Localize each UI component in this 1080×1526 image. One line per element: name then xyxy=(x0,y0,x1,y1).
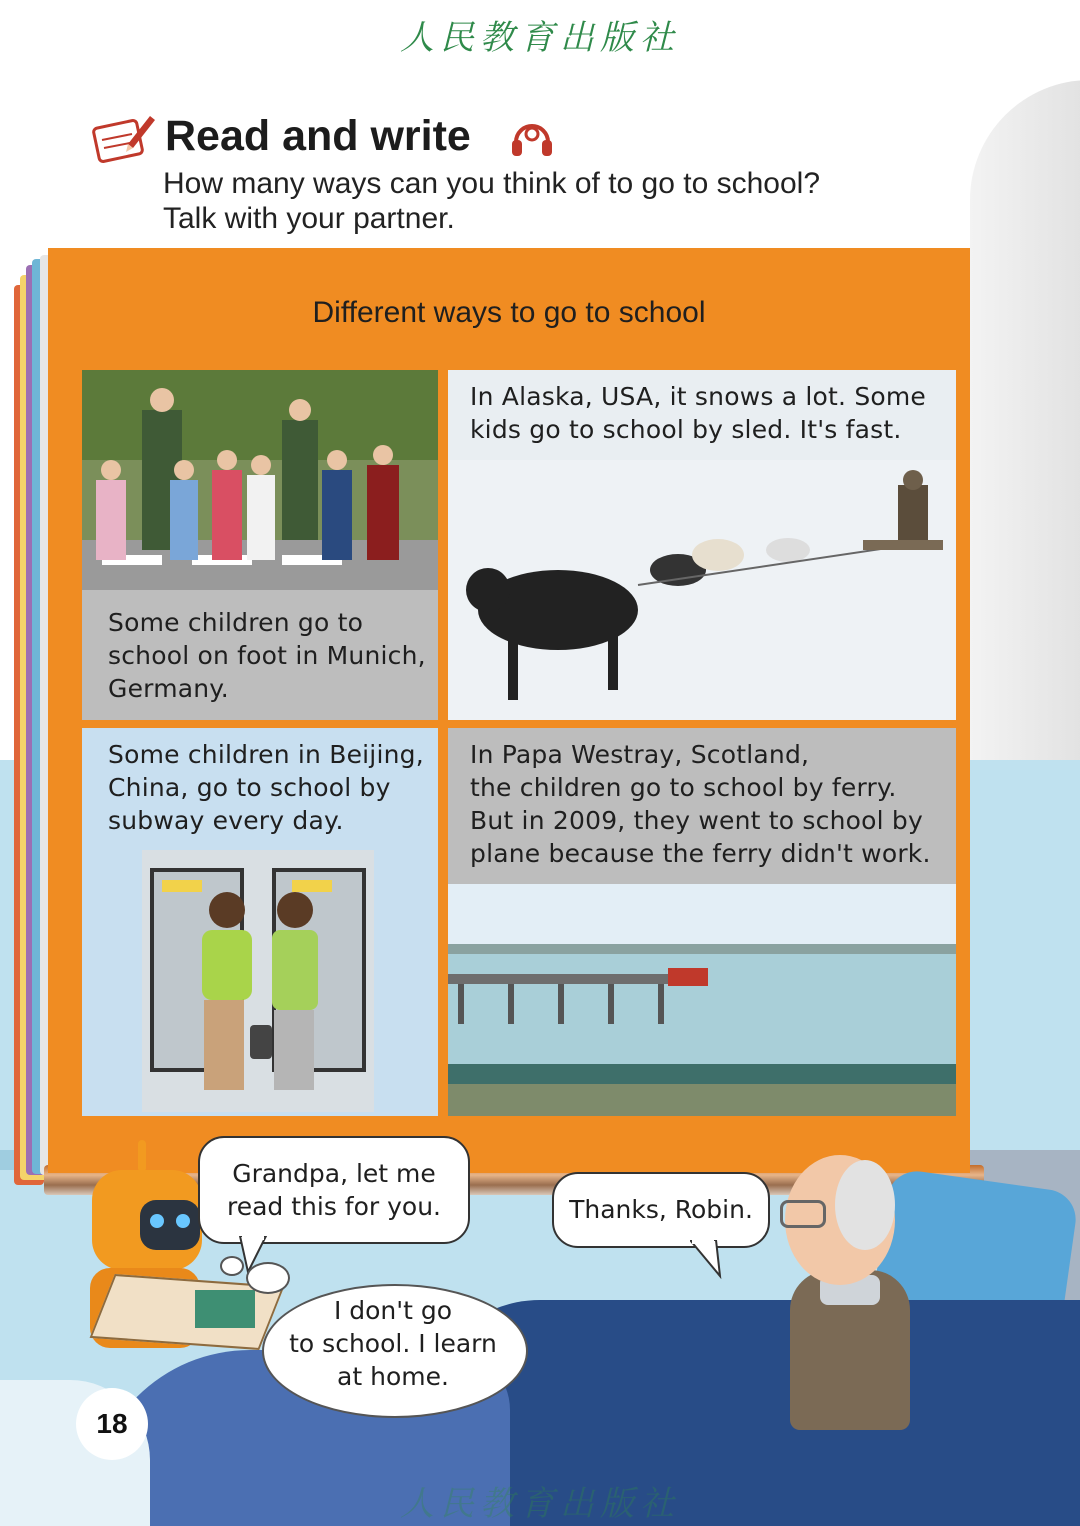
page-number: 18 xyxy=(76,1388,148,1460)
cell-scotland xyxy=(448,728,956,1116)
thought-bubble-small xyxy=(220,1256,244,1276)
robot-eye-left xyxy=(150,1214,164,1228)
alaska-line-2: kids go to school by sled. It's fast. xyxy=(470,415,902,444)
photo-dog-sled xyxy=(448,460,956,720)
pencil-book-icon xyxy=(92,110,156,164)
munich-line-3: Germany. xyxy=(108,674,229,703)
cell-beijing xyxy=(82,728,438,1116)
photo-children-walking xyxy=(82,370,438,590)
speech-bubble-grandpa xyxy=(552,1172,770,1248)
grandpa-hair xyxy=(835,1160,895,1250)
cell-munich xyxy=(82,370,438,720)
alaska-line-1: In Alaska, USA, it snows a lot. Some xyxy=(470,382,927,411)
panel-title: Different ways to go to school xyxy=(312,296,706,329)
page-title: Read and write xyxy=(165,112,471,160)
scotland-line-2: the children go to school by ferry. xyxy=(470,773,897,802)
scotland-line-4: plane because the ferry didn't work. xyxy=(470,839,931,868)
beijing-line-1: Some children in Beijing, xyxy=(108,740,424,769)
instruction-line-2: Talk with your partner. xyxy=(163,202,455,235)
glasses-icon xyxy=(780,1200,826,1228)
beijing-line-3: subway every day. xyxy=(108,806,344,835)
photo-subway-boys xyxy=(142,850,374,1112)
photo-pier-ferry xyxy=(448,884,956,1116)
robin-line-2: read this for you. xyxy=(226,1192,441,1221)
book-map-illustration xyxy=(195,1290,255,1328)
scotland-line-1: In Papa Westray, Scotland, xyxy=(470,740,810,769)
scotland-line-3: But in 2009, they went to school by xyxy=(470,806,923,835)
robot-eye-right xyxy=(176,1214,190,1228)
publisher-logo: 人民教育出版社 xyxy=(400,18,680,58)
instruction-line-1: How many ways can you think of to go to school? xyxy=(163,167,821,200)
speech-tail-grandpa xyxy=(690,1240,730,1280)
content-panel xyxy=(48,248,970,1173)
headphone-audio-icon[interactable] xyxy=(508,114,556,162)
thought-line-2: to school. I learn xyxy=(289,1329,497,1358)
thought-line-3: at home. xyxy=(337,1362,449,1391)
munich-caption xyxy=(108,606,426,705)
munich-line-2: school on foot in Munich, xyxy=(108,641,426,670)
thought-text xyxy=(262,1294,524,1393)
beijing-line-2: China, go to school by xyxy=(108,773,391,802)
grandpa-line: Thanks, Robin. xyxy=(569,1195,753,1224)
alaska-caption xyxy=(470,380,926,446)
speech-bubble-robin xyxy=(198,1136,470,1244)
robin-line-1: Grandpa, let me xyxy=(232,1159,436,1188)
scotland-caption xyxy=(470,738,931,870)
robot-face xyxy=(140,1200,200,1250)
munich-line-1: Some children go to xyxy=(108,608,364,637)
publisher-watermark: 人民教育出版社 xyxy=(400,1484,680,1524)
beijing-caption xyxy=(108,738,424,837)
cell-alaska xyxy=(448,370,956,720)
thought-bubble-medium xyxy=(246,1262,290,1294)
thought-line-1: I don't go xyxy=(333,1296,453,1325)
robot-antenna xyxy=(138,1140,146,1172)
instructions xyxy=(163,166,820,236)
